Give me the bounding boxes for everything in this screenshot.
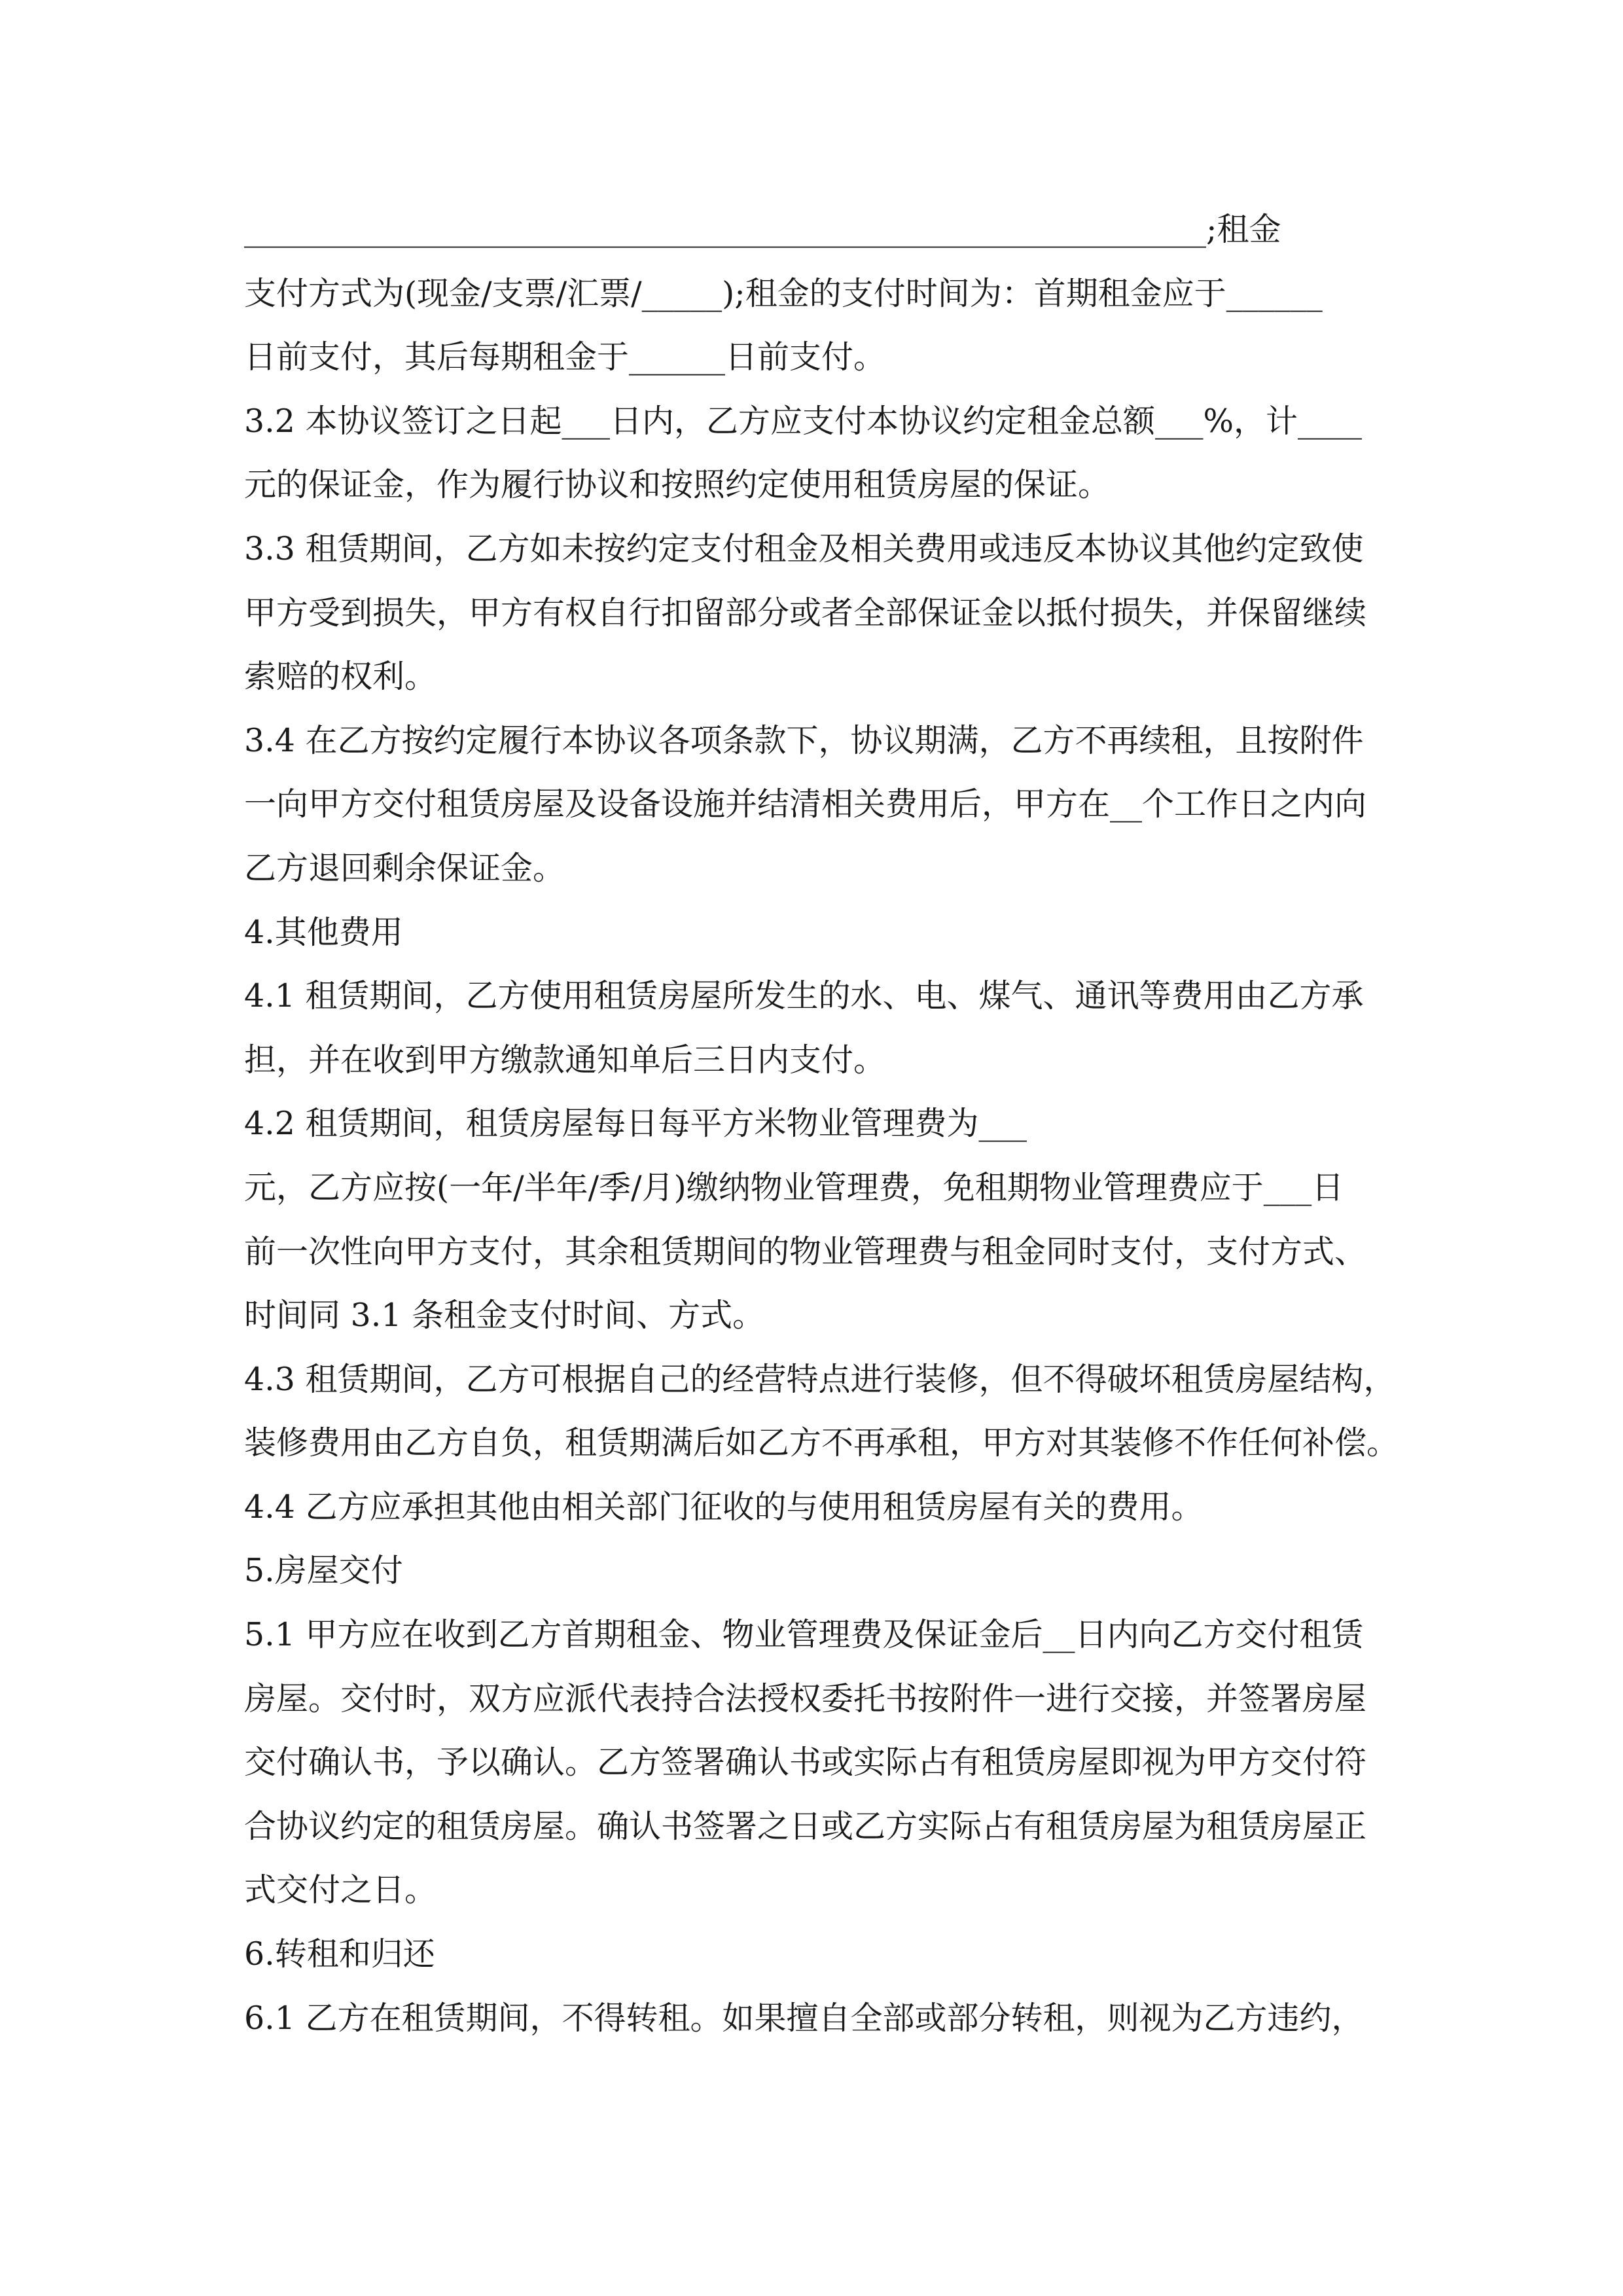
text-line: 元，乙方应按(一年/半年/季/月)缴纳物业管理费，免租期物业管理费应于___日	[244, 1168, 1344, 1206]
text-line: 时间同 3.1 条租金支付时间、方式。	[244, 1297, 765, 1335]
section-heading-sublease-return: 6.转租和归还	[244, 1935, 435, 1973]
text-line: 一向甲方交付租赁房屋及设备设施并结清相关费用后，甲方在__个工作日之内向	[244, 785, 1367, 823]
clause-3-4: 3.4 在乙方按约定履行本协议各项条款下，协议期满，乙方不再续租，且按附件	[244, 721, 1364, 759]
text-line: 装修费用由乙方自负，租赁期满后如乙方不再承租，甲方对其装修不作任何补偿。	[244, 1424, 1399, 1462]
text-line: 索赔的权利。	[244, 658, 437, 696]
text-line: 日前支付，其后每期租金于______日前支付。	[244, 338, 886, 376]
clause-4-1: 4.1 租赁期间，乙方使用租赁房屋所发生的水、电、煤气、通讯等费用由乙方承	[244, 977, 1364, 1015]
text-line: 式交付之日。	[244, 1871, 437, 1909]
text-line: 元的保证金，作为履行协议和按照约定使用租赁房屋的保证。	[244, 466, 1111, 504]
text-line: ____________________________________________________________;租金	[244, 211, 1281, 248]
text-line: 支付方式为(现金/支票/汇票/_____);租金的支付时间为：首期租金应于______	[244, 274, 1323, 312]
text-line: 甲方受到损失，甲方有权自行扣留部分或者全部保证金以抵付损失，并保留继续	[244, 594, 1367, 632]
contract-text-body	[244, 204, 1399, 2056]
text-line: 交付确认书，予以确认。乙方签署确认书或实际占有租赁房屋即视为甲方交付符	[244, 1744, 1367, 1782]
section-heading-other-fees: 4.其他费用	[244, 913, 403, 951]
clause-4-2: 4.2 租赁期间，租赁房屋每日每平方米物业管理费为___	[244, 1105, 1027, 1143]
clause-4-3: 4.3 租赁期间，乙方可根据自己的经营特点进行装修，但不得破坏租赁房屋结构，	[244, 1360, 1396, 1398]
section-heading-house-delivery: 5.房屋交付	[244, 1552, 403, 1590]
text-line: 合协议约定的租赁房屋。确认书签署之日或乙方实际占有租赁房屋为租赁房屋正	[244, 1807, 1367, 1845]
text-line: 房屋。交付时，双方应派代表持合法授权委托书按附件一进行交接，并签署房屋	[244, 1679, 1367, 1717]
text-line: 前一次性向甲方支付，其余租赁期间的物业管理费与租金同时支付，支付方式、	[244, 1232, 1367, 1270]
text-line: 乙方退回剩余保证金。	[244, 849, 565, 887]
clause-3-3: 3.3 租赁期间，乙方如未按约定支付租金及相关费用或违反本协议其他约定致使	[244, 529, 1364, 567]
clause-5-1: 5.1 甲方应在收到乙方首期租金、物业管理费及保证金后__日内向乙方交付租赁	[244, 1616, 1364, 1654]
text-line: 担，并在收到甲方缴款通知单后三日内支付。	[244, 1041, 886, 1079]
clause-6-1: 6.1 乙方在租赁期间，不得转租。如果擅自全部或部分转租，则视为乙方违约，	[244, 1999, 1364, 2037]
clause-4-4: 4.4 乙方应承担其他由相关部门征收的与使用租赁房屋有关的费用。	[244, 1488, 1204, 1526]
clause-3-2: 3.2 本协议签订之日起___日内，乙方应支付本协议约定租金总额___%，计____	[244, 402, 1363, 440]
